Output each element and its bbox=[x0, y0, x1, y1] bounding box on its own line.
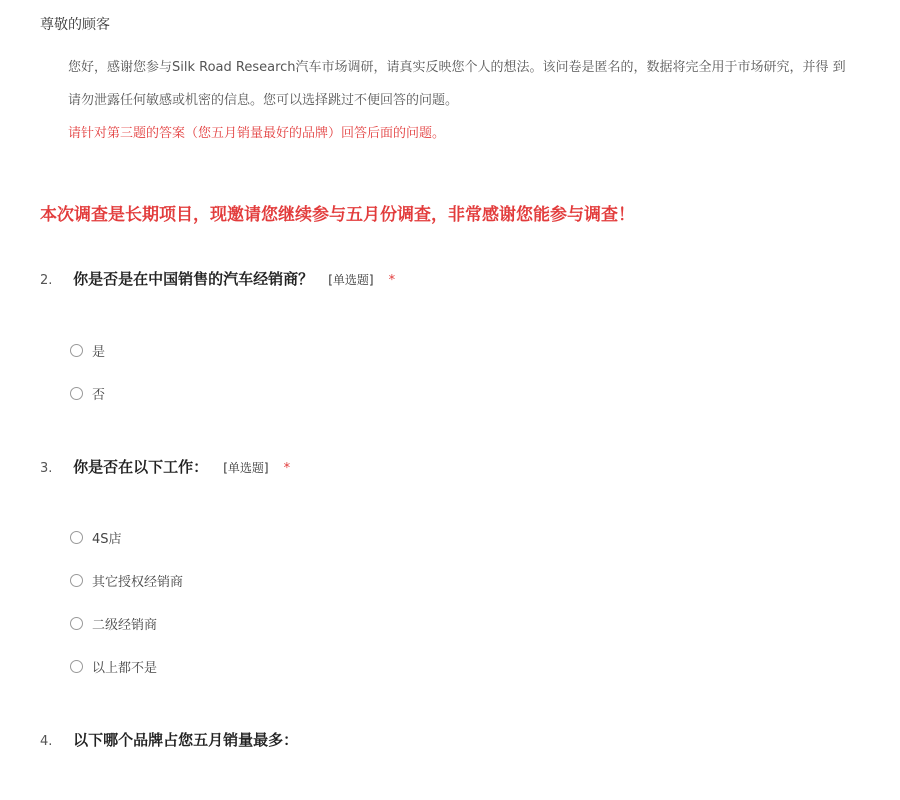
intro-instruction: 请针对第三题的答案（您五月销量最好的品牌）回答后面的问题。 bbox=[68, 126, 446, 141]
question-4 bbox=[40, 729, 298, 750]
question-type-label: [单选题] bbox=[328, 273, 374, 287]
option-label: 4S店 bbox=[92, 532, 122, 547]
radio-button[interactable] bbox=[70, 531, 83, 544]
question-2 bbox=[40, 268, 395, 289]
question-number: 3. bbox=[40, 461, 53, 476]
option-label: 以上都不是 bbox=[92, 661, 158, 676]
option-label: 是 bbox=[92, 345, 106, 360]
required-marker: * bbox=[388, 273, 396, 288]
greeting-heading: 尊敬的顾客 bbox=[40, 17, 110, 33]
radio-button[interactable] bbox=[70, 660, 83, 673]
q3-option-none[interactable] bbox=[70, 657, 157, 676]
question-number: 4. bbox=[40, 734, 53, 749]
intro-text-line-1: 您好，感谢您参与Silk Road Research汽车市场调研，请真实反映您个人的想法。该问卷是匿名的，数据将完全用于市场研究，并得 到 bbox=[68, 60, 846, 75]
radio-button[interactable] bbox=[70, 344, 83, 357]
radio-button[interactable] bbox=[70, 574, 83, 587]
required-marker: * bbox=[283, 461, 291, 476]
q3-option-4s-store[interactable] bbox=[70, 528, 122, 547]
question-type-label: [单选题] bbox=[223, 461, 269, 475]
question-number: 2. bbox=[40, 273, 53, 288]
question-title: 以下哪个品牌占您五月销量最多： bbox=[73, 731, 299, 749]
q3-option-secondary-dealer[interactable] bbox=[70, 614, 157, 633]
q2-option-yes[interactable] bbox=[70, 341, 105, 360]
intro-text-line-2: 请勿泄露任何敏感或机密的信息。您可以选择跳过不便回答的问题。 bbox=[68, 93, 459, 108]
option-label: 其它授权经销商 bbox=[92, 575, 184, 590]
option-label: 否 bbox=[92, 388, 106, 403]
question-title: 你是否在以下工作： bbox=[73, 458, 209, 476]
survey-notice: 本次调查是长期项目，现邀请您继续参与五月份调查，非常感谢您能参与调查！ bbox=[40, 205, 635, 225]
option-label: 二级经销商 bbox=[92, 618, 158, 633]
radio-button[interactable] bbox=[70, 617, 83, 630]
question-title: 你是否是在中国销售的汽车经销商？ bbox=[73, 270, 314, 288]
question-3 bbox=[40, 456, 290, 477]
q3-option-other-authorized-dealer[interactable] bbox=[70, 571, 183, 590]
radio-button[interactable] bbox=[70, 387, 83, 400]
q2-option-no[interactable] bbox=[70, 384, 105, 403]
